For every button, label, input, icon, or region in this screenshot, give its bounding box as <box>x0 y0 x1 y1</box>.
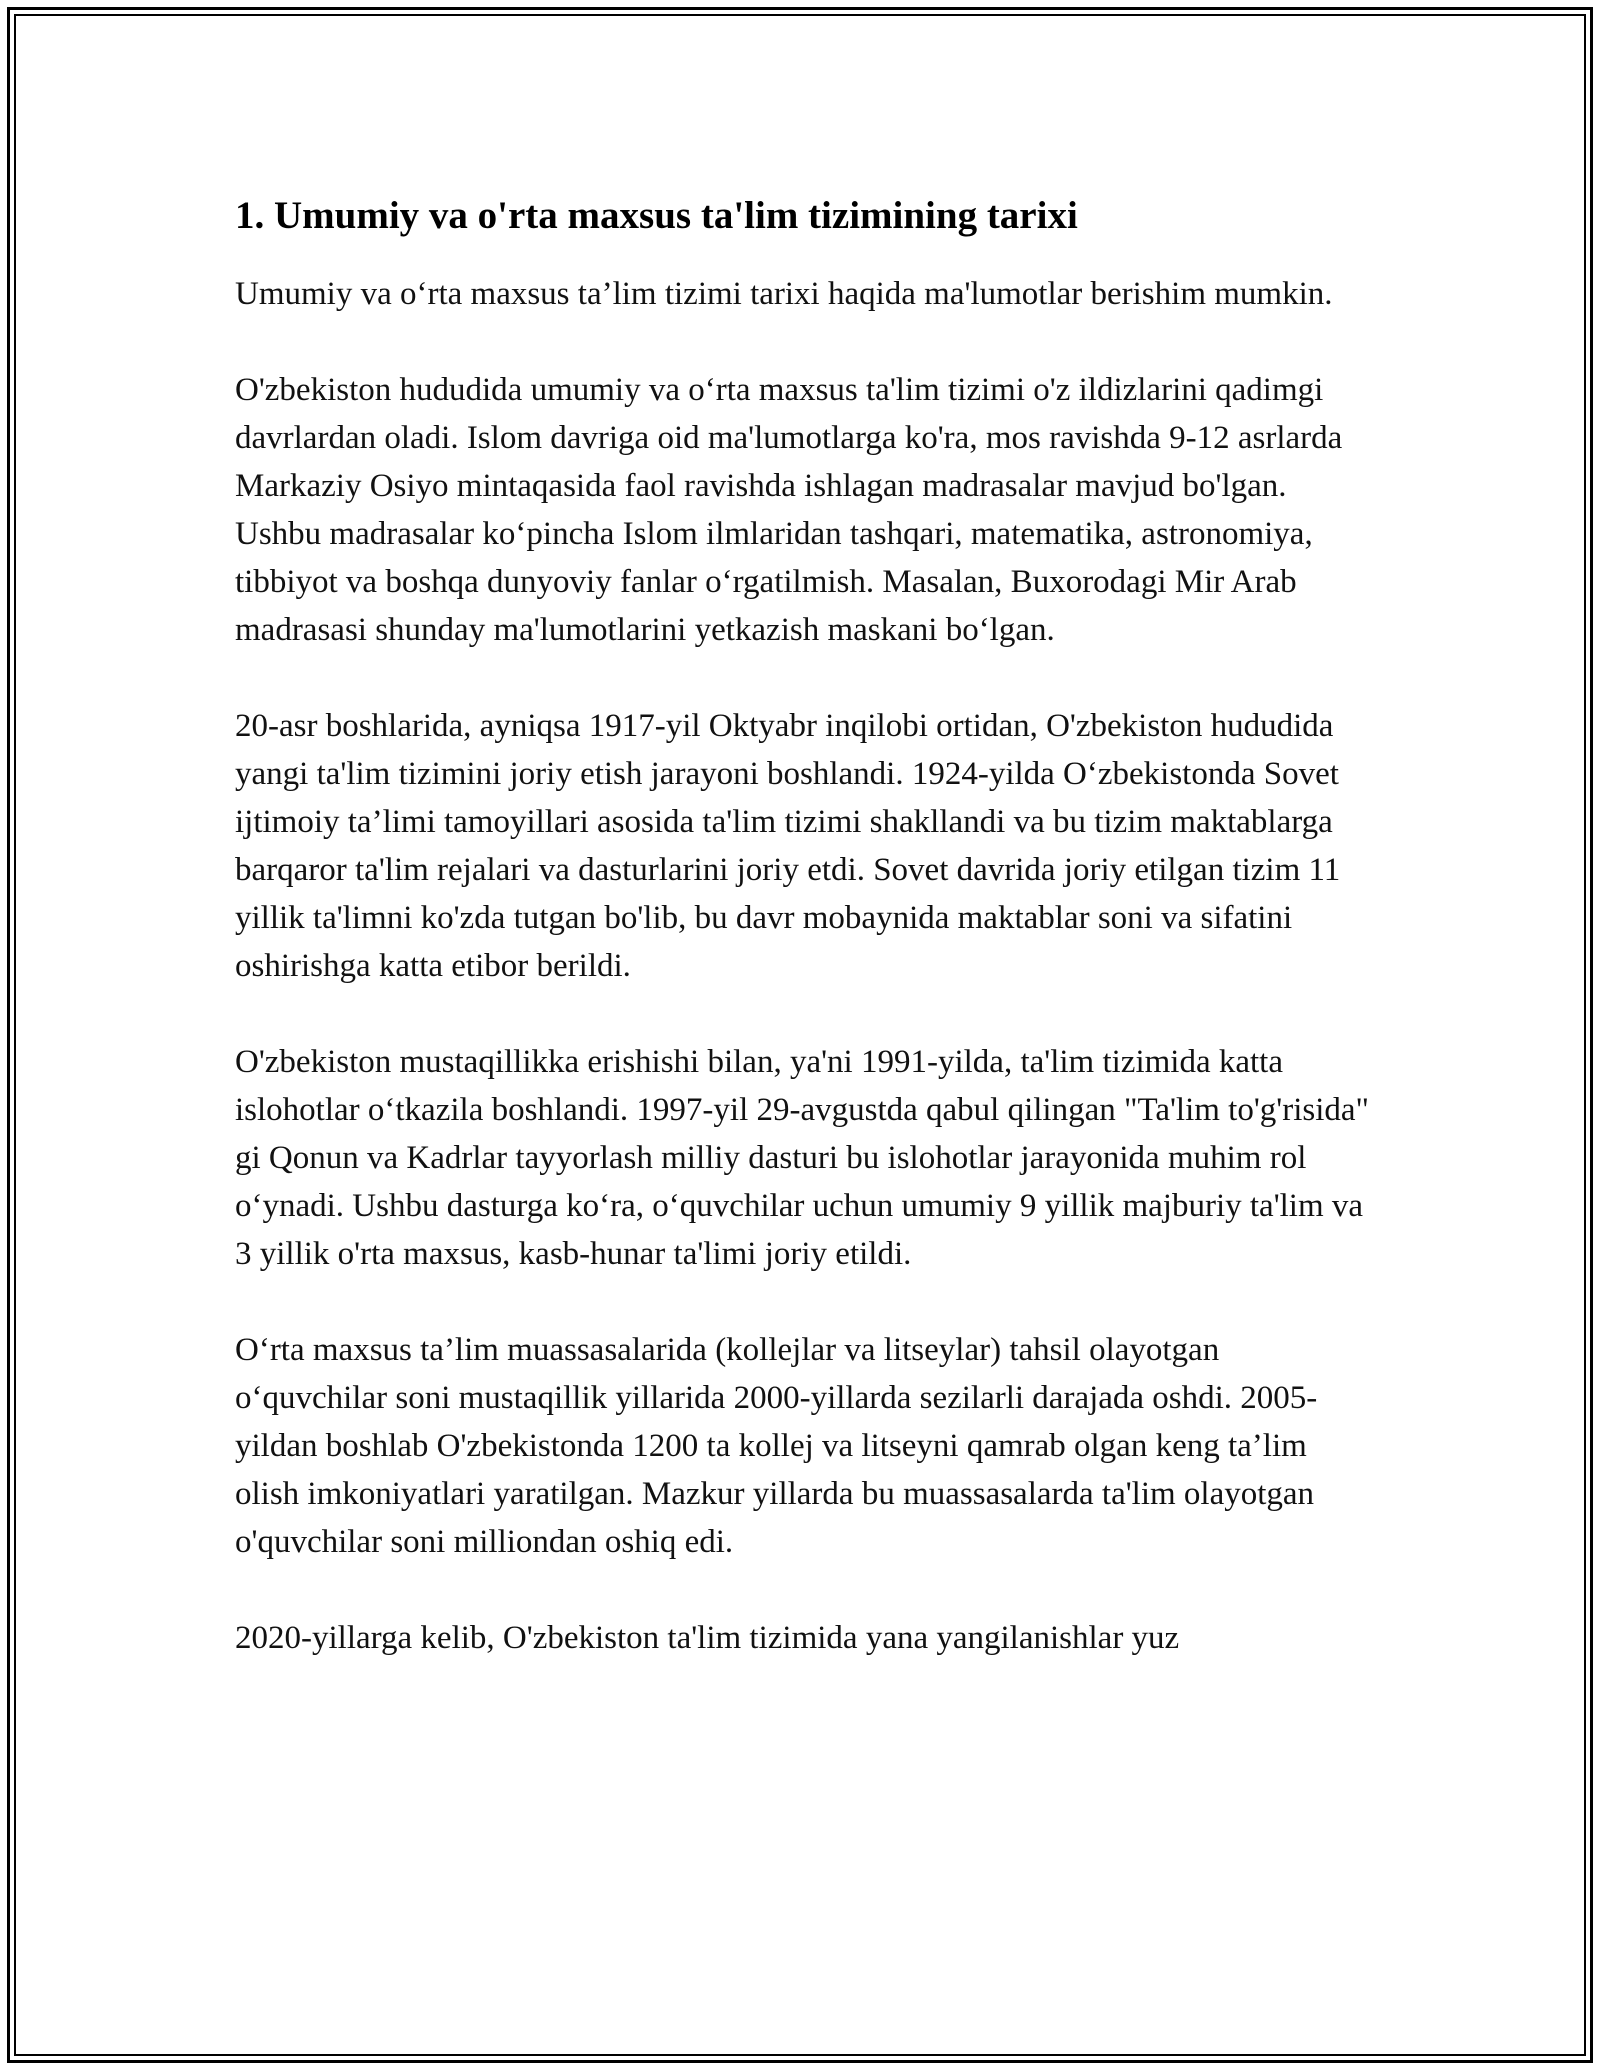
paragraph-2020s: 2020-yillarga kelib, O'zbekiston ta'lim tizimida yana yangilanishlar yuz <box>235 1620 1180 1656</box>
paragraph-intro: Umumiy va o‘rta maxsus ta’lim tizimi tarixi haqida ma'lumotlar berishim mumkin. <box>235 276 1333 312</box>
paragraph-independence-reforms: O'zbekiston mustaqillikka erishishi bilan, ya'ni 1991-yilda, ta'lim tizimida katta islohotlar o‘tkazila boshlandi. 1997-yil 29-avgustda qabul qilingan "Ta'lim to'g'risida" gi Qonun va Kadrlar tayyorlash milliy dasturi bu islohotlar jarayonida muhim rol o‘ynadi. Ushbu dasturga ko‘ra, o‘quvchilar uchun umumiy 9 yillik majburiy ta'lim va 3 yillik o'rta maxsus, kasb-hunar ta'limi joriy etildi. <box>235 1044 1370 1272</box>
section-heading: 1. Umumiy va o'rta maxsus ta'lim tizimining tarixi <box>235 194 1078 237</box>
paragraph-colleges-lyceums: O‘rta maxsus ta’lim muassasalarida (kollejlar va litseylar) tahsil olayotgan o‘quvchilar soni mustaqillik yillarida 2000-yillarda sezilarli darajada oshdi. 2005-yildan boshlab O'zbekistonda 1200 ta kollej va litseyni qamrab olgan keng ta’lim olish imkoniyatlari yaratilgan. Mazkur yillarda bu muassasalarda ta'lim olayotgan o'quvchilar soni milliondan oshiq edi. <box>235 1332 1318 1560</box>
paragraph-soviet-period: 20-asr boshlarida, ayniqsa 1917-yil Oktyabr inqilobi ortidan, O'zbekiston hududida yangi ta'lim tizimini joriy etish jarayoni boshlandi. 1924-yilda O‘zbekistonda Sovet ijtimoiy ta’limi tamoyillari asosida ta'lim tizimi shakllandi va bu tizim maktablarga barqaror ta'lim rejalari va dasturlarini joriy etdi. Sovet davrida joriy etilgan tizim 11 yillik ta'limni ko'zda tutgan bo'lib, bu davr mobaynida maktablar soni va sifatini oshirishga katta etibor berildi. <box>235 708 1341 984</box>
paragraph-ancient-history: O'zbekiston hududida umumiy va o‘rta maxsus ta'lim tizimi o'z ildizlarini qadimgi davrlardan oladi. Islom davriga oid ma'lumotlarga ko'ra, mos ravishda 9-12 asrlarda Markaziy Osiyo mintaqasida faol ravishda ishlagan madrasalar mavjud bo'lgan. Ushbu madrasalar ko‘pincha Islom ilmlaridan tashqari, matematika, astronomiya, tibbiyot va boshqa dunyoviy fanlar o‘rgatilmish. Masalan, Buxorodagi Mir Arab madrasasi shunday ma'lumotlarini yetkazish maskani bo‘lgan. <box>235 372 1343 648</box>
document-body <box>235 182 1375 1662</box>
